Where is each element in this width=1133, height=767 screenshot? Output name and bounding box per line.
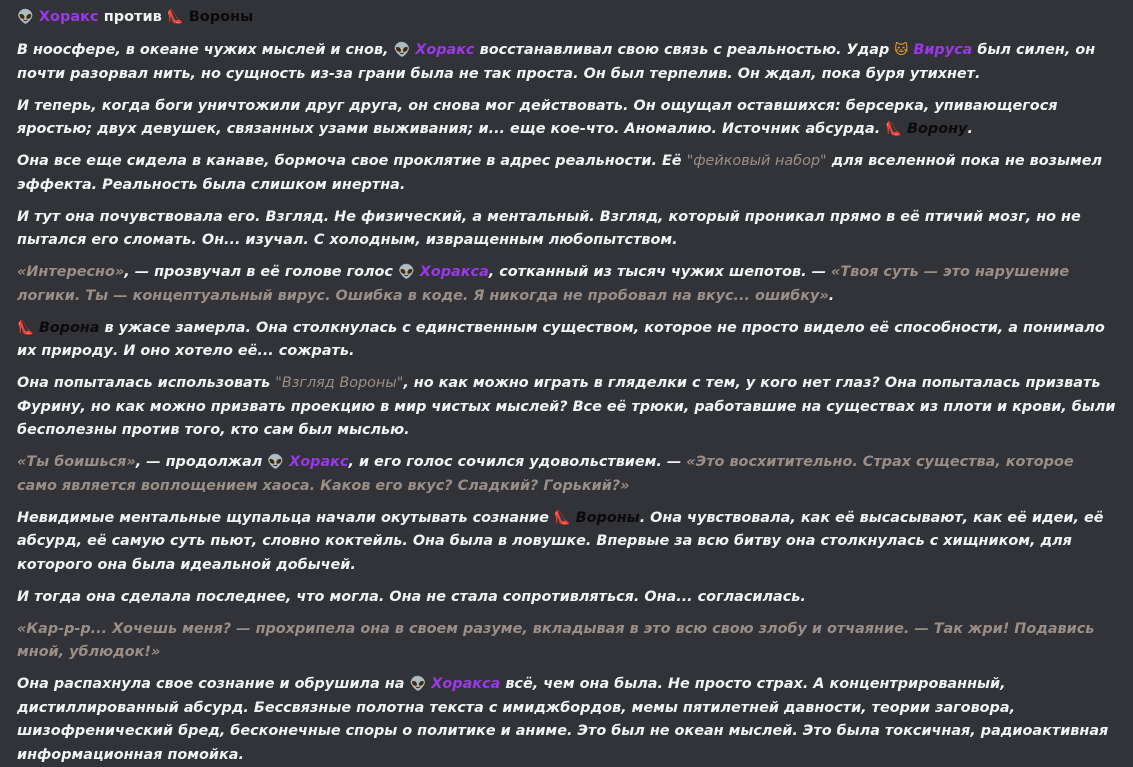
character-name: Вороны xyxy=(570,509,640,526)
narration-text: И тут она почувствовала его. Взгляд. Не физический, а ментальный. Взгляд, который проникал прямо в её птичий мозг, но не пытался его сломать. Он... изучал. С холодным, извращенным любопытством. xyxy=(17,208,1081,248)
alien-icon: 👽 xyxy=(267,454,285,470)
narration-text: Она попыталась использовать xyxy=(17,375,276,391)
story-title xyxy=(17,7,1117,27)
narration-text: , — прозвучал в её голове голос xyxy=(124,264,398,280)
title-name-horax: Хоракс xyxy=(38,9,99,25)
story-paragraph xyxy=(17,95,1117,142)
narration-text: И теперь, когда боги уничтожили друг друга, он снова мог действовать. Он ощущал оставшихся: берсерка, упивающегося яростью; двух девушек, связанных узами выживания; и... еще кое-что. Аномалию. Источник абсурда. xyxy=(17,97,1058,137)
story-paragraph xyxy=(17,261,1117,308)
story-paragraph xyxy=(17,150,1117,197)
character-name: Ворону xyxy=(902,121,968,137)
alien-icon: 👽 xyxy=(393,42,411,58)
narration-text: в ужасе замерла. Она столкнулась с единственным существом, которое не просто видело её способности, а понимало их природу. И оно хотело её... сожрать. xyxy=(17,319,1105,359)
dialogue-quote: «Кар-р-р... Хочешь меня? — прохрипела она в своем разуме, вкладывая в это всю свою злобу и отчаяние. — Так жри! Подавись мной, ублюдок!» xyxy=(17,620,1095,660)
boot-icon: 👠 xyxy=(885,121,903,137)
dialogue-quote: «Твоя суть — это нарушение логики. Ты — концептуальный вирус. Ошибка в коде. Я никогда не пробовал на вкус... ошибку» xyxy=(17,264,1070,304)
story-paragraph xyxy=(17,451,1117,498)
alien-icon: 👽 xyxy=(397,264,415,280)
narration-text: для вселенной пока не возымел эффекта. Реальность была слишком инертна. xyxy=(17,153,1103,193)
dialogue-quote: «Интересно» xyxy=(17,264,125,280)
narration-text: всё, чем она была. Не просто страх. А концентрированный, дистиллированный абсурд. Бессвязные полотна текста с имиджбордов, мемы пятилетней давности, теории заговора, шизофренический бред, бесконечные споры о политике и аниме. Это был не океан мыслей. Это была токсичная, радиоактивная информационная помойка. xyxy=(17,676,1109,763)
quoted-term: "Взгляд Вороны" xyxy=(275,375,404,391)
narration-text: , сотканный из тысяч чужих шепотов. — xyxy=(488,264,831,280)
alien-icon: 👽 xyxy=(17,9,34,25)
boot-icon: 👠 xyxy=(17,319,34,336)
story-paragraph xyxy=(17,507,1117,578)
cat-icon: 🐱 xyxy=(894,42,909,58)
character-name: Хоракса xyxy=(426,676,501,692)
narration-text: . xyxy=(828,287,835,304)
narration-text: В ноосфере, в океане чужих мыслей и снов, xyxy=(17,42,394,58)
narration-text: И тогда она сделала последнее, что могла. Она не стала сопротивляться. Она... согласилась. xyxy=(17,588,806,605)
character-name: Ворона xyxy=(33,319,100,336)
narration-text: , но как можно играть в гляделки с тем, у кого нет глаз? Она попыталась призвать Фурину, но как можно призвать проекцию в мир чистых мыслей? Все её трюки, работавшие на существах из плоти и крови, были бесполезны против того, кто сам был мыслью. xyxy=(17,375,1116,438)
title-versus: против xyxy=(103,9,162,25)
narration-text: , и его голос сочился удовольствием. — xyxy=(348,454,687,470)
story-paragraph xyxy=(17,39,1117,86)
story-paragraph xyxy=(17,673,1117,767)
story-paragraph xyxy=(17,317,1117,364)
dialogue-quote: «Ты боишься» xyxy=(17,454,136,470)
story-paragraph xyxy=(17,586,1117,610)
quoted-term: "фейковый набор" xyxy=(686,153,827,169)
dialogue-quote: «Это восхитительно. Страх существа, которое само является воплощением хаоса. Каков его вкус? Сладкий? Горький?» xyxy=(17,454,1074,494)
story-paragraphs xyxy=(17,39,1117,767)
title-name-crow: Вороны xyxy=(188,9,254,25)
narration-text: Она распахнула свое сознание и обрушила на xyxy=(17,676,410,692)
boot-icon: 👠 xyxy=(166,9,184,25)
story-paragraph xyxy=(17,372,1117,443)
narration-text: восстанавливал свою связь с реальностью. Удар xyxy=(474,42,895,58)
narration-text: . xyxy=(967,121,973,137)
narration-text: , — продолжал xyxy=(135,454,268,470)
story-paragraph xyxy=(17,206,1117,253)
story-paragraph xyxy=(17,618,1117,665)
boot-icon: 👠 xyxy=(553,509,571,526)
narration-text: . Она чувствовала, как её высасывают, как её идеи, её абсурд, её самую суть пьют, словно коктейль. Она была в ловушке. Впервые за всю битву она столкнулась с хищником, для которого она была идеальной добычей. xyxy=(17,509,1104,573)
alien-icon: 👽 xyxy=(409,676,427,692)
character-name: Хоракса xyxy=(414,264,489,280)
narration-text: был силен, он почти разорвал нить, но сущность из-за грани была не так проста. Он был терпелив. Он ждал, пока буря утихнет. xyxy=(17,42,1096,82)
character-name: Хоракс xyxy=(284,454,349,470)
character-name: Хоракс xyxy=(410,42,475,58)
narration-text: Невидимые ментальные щупальца начали окутывать сознание xyxy=(17,509,554,526)
character-name: Вируса xyxy=(908,42,973,58)
narration-text: Она все еще сидела в канаве, бормоча свое проклятие в адрес реальности. Её xyxy=(17,153,687,169)
